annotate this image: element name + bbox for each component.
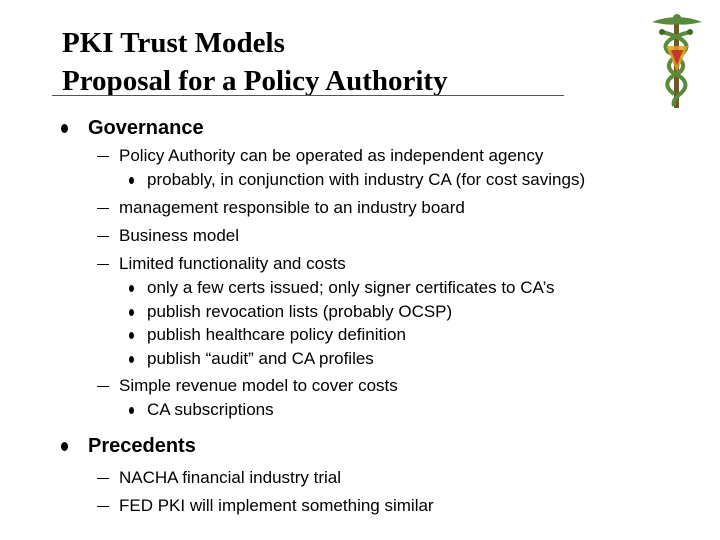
slide-title [62,24,448,100]
sub-list-item: publish “audit” and CA profiles [147,349,374,368]
list-item: FED PKI will implement something similar [119,496,434,515]
list-item: Simple revenue model to cover costs [119,376,398,395]
dash-icon [97,506,109,507]
sub-bullet-icon [129,309,134,316]
list-item: management responsible to an industry board [119,198,465,217]
dash-icon [97,386,109,387]
bullet-dot-icon [61,124,68,133]
sub-list-item: publish revocation lists (probably OCSP) [147,302,453,321]
dash-icon [97,236,109,237]
title-line-2: Proposal for a Policy Authority [62,65,448,97]
sub-bullet-icon [129,356,134,363]
list-item: Policy Authority can be operated as independent agency [119,146,544,165]
dash-icon [97,156,109,157]
section-heading: Governance [88,117,204,139]
sub-bullet-icon [129,177,134,184]
list-item: Business model [119,226,240,245]
sub-list-item: publish healthcare policy definition [147,325,406,344]
sub-bullet-icon [129,407,134,414]
bullet-dot-icon [61,442,68,451]
dash-icon [97,208,109,209]
sub-list-item: only a few certs issued; only signer certificates to CA’s [147,278,555,297]
sub-list-item: CA subscriptions [147,400,274,419]
sub-bullet-icon [129,332,134,339]
dash-icon [97,478,109,479]
title-line-1: PKI Trust Models [62,27,285,59]
sub-list-item: probably, in conjunction with industry CA (for cost savings) [147,170,586,189]
sub-bullet-icon [129,285,134,292]
section-heading: Precedents [88,435,196,457]
list-item: NACHA financial industry trial [119,468,342,487]
list-item: Limited functionality and costs [119,254,346,273]
caduceus-icon [644,10,710,110]
dash-icon [97,264,109,265]
title-underline [52,95,564,96]
